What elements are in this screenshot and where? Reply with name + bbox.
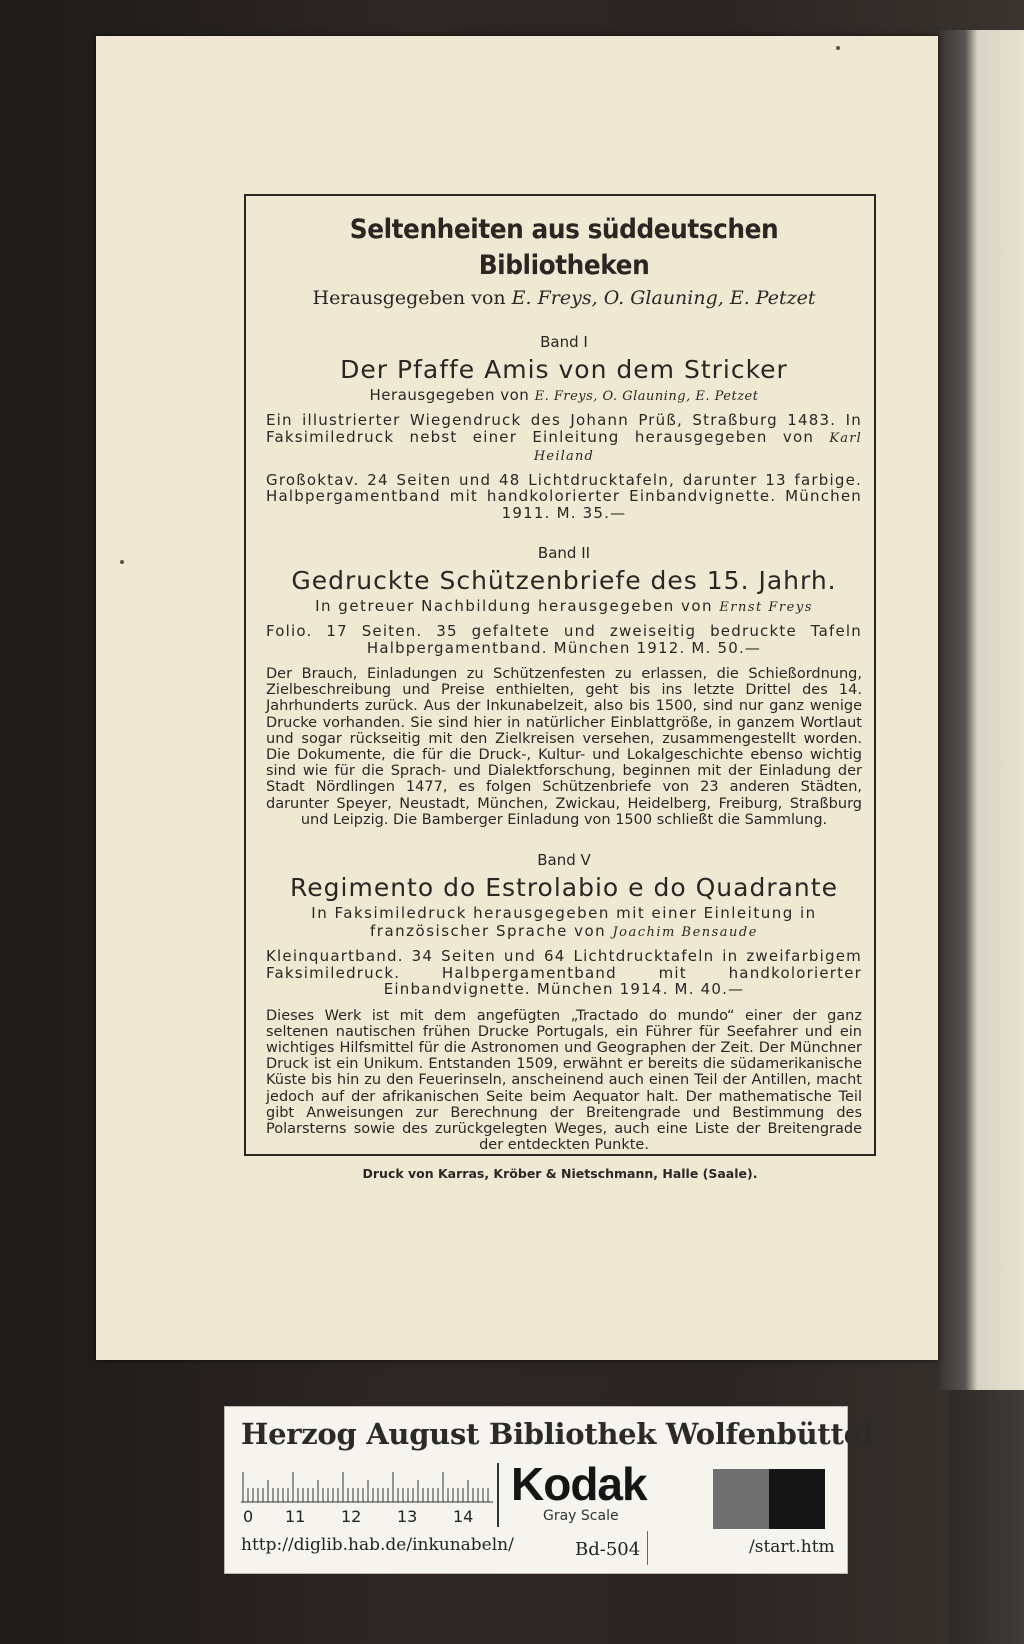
series-editors-prefix: Herausgegeben von — [312, 287, 506, 309]
shelfmark: Bd-504 — [575, 1539, 641, 1560]
band-5-title: Regimento do Estrolabio e do Quadrante — [290, 873, 838, 903]
band-1-editor-name: Karl Heiland — [533, 430, 863, 464]
band-5-subtitle — [266, 904, 862, 942]
band-1-label: Band I — [540, 333, 588, 351]
ruler-number: 13 — [397, 1507, 418, 1526]
band-1-title: Der Pfaffe Amis von dem Stricker — [340, 355, 788, 384]
band-5-details: Kleinquartband. 34 Seiten und 64 Lichtdrucktafeln in zweifarbigem Faksimiledruck. Halbpergamentband mit handkolorierter Einbandvignette. München 1914. M. 40.— — [266, 947, 862, 999]
band-5-editor-name: Joachim Bensaude — [612, 925, 758, 941]
advertisement-content — [266, 212, 862, 1153]
ruler-number: 14 — [453, 1507, 474, 1526]
series-title: Seltenheiten aus süddeutschen Bibliotheken — [349, 214, 779, 281]
shelfmark-divider — [647, 1531, 648, 1565]
adjacent-page-edge — [940, 30, 1024, 1390]
band-1-editors-prefix: Herausgegeben von — [369, 386, 530, 404]
band-2-description: Der Brauch, Einladungen zu Schützenfesten zu erlassen, die Schießordnung, Zielbeschreibung und Preise enthielten, geht bis ins letzte Drittel des 14. Jahrhunderts zurück. Aus der Inkunabelzeit, also bis 1500, sind nur ganz wenige Drucke vorhanden. Sie sind hier in natürlicher Einblattgröße, in ganzem Wortlaut und sogar rückseitig mit den Zielkreisen versehen, zusammengestellt worden. Die Dokumente, die für die Druck-, Kultur- und Lokalgeschichte ebenso wichtig sind wie für die Sprach- und Dialektforschung, beginnen mit der Einladung der Stadt Nördlingen 1477, es folgen Schützenbriefe von 23 anderen Städten, darunter Speyer, Neustadt, München, Zwickau, Heidelberg, Freiburg, Straßburg und Leipzig. Die Bamberger Einladung von 1500 schließt die Sammlung. — [266, 666, 862, 828]
series-editors — [266, 286, 862, 310]
band-1-details: Großoktav. 24 Seiten und 48 Lichtdrucktafeln, darunter 13 farbige. Halbpergamentband mit handkolorierter Einbandvignette. München 1911. M. 35.— — [266, 470, 862, 522]
band-2-editor-name: Ernst Freys — [719, 600, 813, 615]
band-2-title: Gedruckte Schützenbriefe des 15. Jahrh. — [291, 566, 837, 595]
dust-speck — [120, 560, 124, 564]
band-2-details: Folio. 17 Seiten. 35 gefaltete und zweiseitig bedruckte Tafeln Halbpergamentband. München 1912. M. 50.— — [266, 622, 862, 657]
band-2-subtitle-text: In getreuer Nachbildung herausgegeben von — [315, 597, 714, 615]
band-5-description: Dieses Werk ist mit dem angefügten „Tractado do mundo“ einer der ganz seltenen nautischen frühen Drucke Portugals, ein Führer für Seefahrer und ein wichtiges Hilfsmittel für die Astronomen und Geographen der Zeit. Der Münchner Druck ist ein Unikum. Entstanden 1509, erwähnt er bereits die südamerikanische Küste bis hin zu den Feuerinseln, anscheinend auch einen Teil der Antillen, macht jedoch auf der afrikanischen Seite beim Aequator halt. Der mathematische Teil gibt Anweisungen zur Berechnung der Breitengrade und Bestimmung des Polarsterns sowie des zurückgelegten Weges, auch eine Liste der Breitengrade der entdeckten Punkte. — [266, 1007, 862, 1154]
band-1-editors — [266, 386, 862, 406]
band-1-para-1: Ein illustrierter Wiegendruck des Johann Prüß, Straßburg 1483. In Faksimiledruck nebst einer Einleitung herausgegeben von — [266, 411, 862, 446]
ruler-number: 11 — [285, 1507, 306, 1526]
digital-library-url: http://diglib.hab.de/inkunabeln/ — [241, 1535, 514, 1555]
ruler-number: 0 — [243, 1507, 254, 1526]
gray-swatch — [713, 1469, 769, 1529]
band-5-label: Band V — [537, 851, 591, 870]
black-swatch — [769, 1469, 825, 1529]
band-1-description — [266, 412, 862, 466]
band-2-label: Band II — [537, 544, 591, 562]
ruler-numbers — [241, 1507, 493, 1527]
library-name: Herzog August Bibliothek Wolfenbüttel — [241, 1417, 873, 1451]
printer-imprint: Druck von Karras, Kröber & Nietschmann, Halle (Saale). — [362, 1166, 758, 1181]
kodak-logo: Kodak — [511, 1458, 647, 1510]
gray-scale-label: Gray Scale — [543, 1508, 619, 1524]
ruler-divider — [497, 1463, 499, 1527]
dust-speck — [836, 46, 840, 50]
series-editors-names: E. Freys, O. Glauning, E. Petzet — [511, 287, 816, 309]
band-5-subtitle-text: In Faksimiledruck herausgegeben mit einer Einleitung in französischer Sprache von — [311, 904, 817, 941]
band-2-subtitle — [266, 597, 862, 617]
start-page-path: /start.htm — [749, 1537, 835, 1557]
ruler-scale — [241, 1463, 493, 1503]
adjacent-page-shadow — [950, 1390, 1024, 1644]
ruler-number: 12 — [341, 1507, 362, 1526]
library-label-card — [224, 1406, 873, 1574]
band-1-editors-names: E. Freys, O. Glauning, E. Petzet — [534, 389, 759, 404]
